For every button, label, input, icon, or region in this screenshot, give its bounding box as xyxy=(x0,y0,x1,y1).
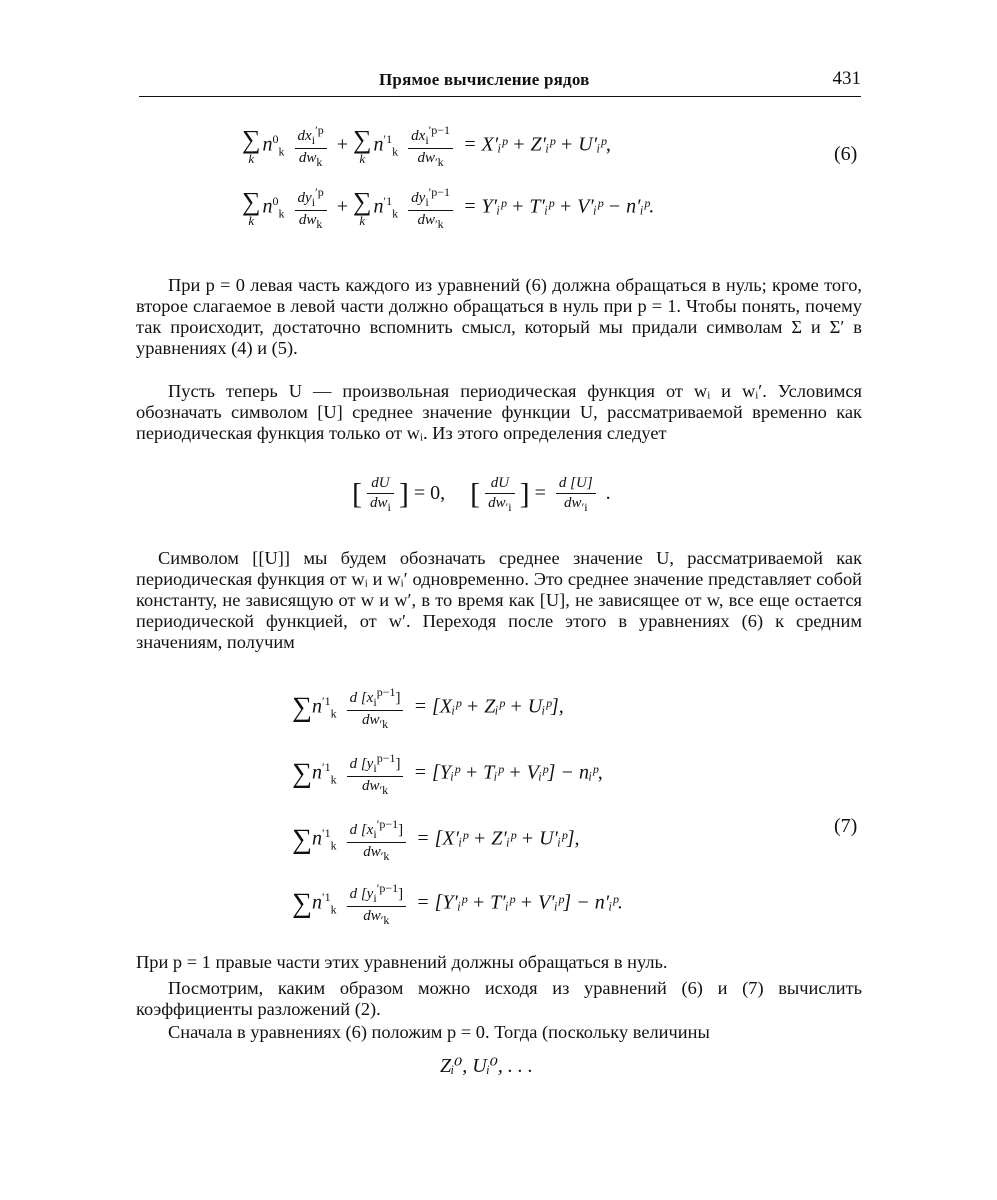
running-title: Прямое вычисление рядов xyxy=(379,70,590,89)
equation-rhs: = Y′ᵢᵖ + T′ᵢᵖ + V′ᵢᵖ − n′ᵢᵖ. xyxy=(463,195,655,218)
fraction: $\frac{d [x_i^{p-1}]}{dw_{'k}}$ xyxy=(347,686,404,730)
mean-definition-equation: [ $\frac{dU}{dw_i}$ ] = 0, [ $\frac{dU}{dw_{'i}}$ ] = $\frac{d [U]}{dw_{'i}}$ . xyxy=(352,475,611,514)
sum-symbol: ∑ k xyxy=(352,124,372,166)
running-header xyxy=(139,68,861,97)
paragraph-3: Символом [[U]] мы будем обозначать среднее значение U, рассматриваемой как периодическая функция от wᵢ и wᵢ′ одновременно. Это среднее значение представляет собой константу, не зависящую от w и w′, в то время как [U], не зависящее от w, все еще остается периодической функцией, от w′. Переходя после этого в уравнениях (6) к средним значениям, получим xyxy=(136,548,862,652)
equation-rhs: = X′ᵢᵖ + Z′ᵢᵖ + U′ᵢᵖ, xyxy=(463,133,611,156)
fraction: $\frac{d [x_i^{'p-1}]}{dw_{'k}}$ xyxy=(347,818,407,862)
fraction: $\frac{d [U]}{dw_{'i}}$ xyxy=(556,476,596,513)
equation-number-7: (7) xyxy=(834,815,858,837)
equation-rhs: = [Y′ᵢᵖ + T′ᵢᵖ + V′ᵢᵖ] − n′ᵢᵖ. xyxy=(416,891,623,914)
page-number: 431 xyxy=(832,68,861,89)
equation-rhs: = [X′ᵢᵖ + Z′ᵢᵖ + U′ᵢᵖ], xyxy=(416,827,580,850)
sum-symbol: ∑ k xyxy=(242,186,261,228)
equation-6-line-1: ∑ k $n^0_k$ $\frac{dx_i^{'p}}{dw_k}$ + ∑ k $n^{'1}_k$ $\frac{dx_i^{'p-1}}{dw_{'k}}$ = X′ᵢᵖ + Z′ᵢᵖ + U′ᵢᵖ, xyxy=(242,123,611,169)
equation-7-line-4: $\sum n^{'1}_k$ $\frac{d [y_i^{'p-1}]}{dw_{'k}}$ = [Y′ᵢᵖ + T′ᵢᵖ + V′ᵢᵖ] − n′ᵢᵖ. xyxy=(292,881,623,927)
sum-symbol: ∑ k xyxy=(352,186,372,228)
fraction: $\frac{d [y_i^{'p-1}]}{dw_{'k}}$ xyxy=(347,882,407,926)
equation-7-line-2: $\sum n^{'1}_k$ $\frac{d [y_i^{p-1}]}{dw_{'k}}$ = [Yᵢᵖ + Tᵢᵖ + Vᵢᵖ] − nᵢᵖ, xyxy=(292,751,603,797)
paragraph-2: Пусть теперь U — произвольная периодическая функция от wᵢ и wᵢ′. Условимся обозначать символом [U] среднее значение функции U, рассматриваемой временно как периодическая функция только от wᵢ. Из этого определения следует xyxy=(136,381,862,443)
fraction: $\frac{dU}{dw_{'i}}$ xyxy=(485,476,514,513)
fraction: $\frac{dy_i^{'p}}{dw_k}$ xyxy=(295,186,327,230)
fraction: $\frac{dx_i^{'p-1}}{dw_{'k}}$ xyxy=(408,124,453,168)
paragraph-1: При p = 0 левая часть каждого из уравнений (6) должна обращаться в нуль; кроме того, второе слагаемое в левой части должно обращаться в нуль при p = 1. Чтобы понять, почему так происходит, достаточно вспомнить смысл, который мы придали символам Σ и Σ′ в уравнениях (4) и (5). xyxy=(136,275,862,358)
sum-symbol: ∑ k xyxy=(242,124,261,166)
fraction: $\frac{d [y_i^{p-1}]}{dw_{'k}}$ xyxy=(347,752,404,796)
equation-number-6: (6) xyxy=(834,143,858,165)
final-expression: Zᵢ⁰, Uᵢ⁰, . . . xyxy=(440,1055,533,1077)
paragraph-4: При p = 1 правые части этих уравнений должны обращаться в нуль. xyxy=(136,952,668,972)
fraction: $\frac{dU}{dw_i}$ xyxy=(367,476,394,513)
equation-6-line-2: ∑ k $n^0_k$ $\frac{dy_i^{'p}}{dw_k}$ + ∑ k $n^{'1}_k$ $\frac{dy_i^{'p-1}}{dw_{'k}}$ = Y′ᵢᵖ + T′ᵢᵖ + V′ᵢᵖ − n′ᵢᵖ. xyxy=(242,185,655,231)
paragraph-5: Посмотрим, каким образом можно исходя из уравнений (6) и (7) вычислить коэффициенты разложений (2). xyxy=(136,978,862,1019)
paragraph-6: Сначала в уравнениях (6) положим p = 0. Тогда (поскольку величины xyxy=(168,1022,710,1042)
fraction: $\frac{dy_i^{'p-1}}{dw_{'k}}$ xyxy=(408,186,453,230)
equation-rhs: = [Yᵢᵖ + Tᵢᵖ + Vᵢᵖ] − nᵢᵖ, xyxy=(413,761,603,784)
fraction: $\frac{dx_i^{'p}}{dw_k}$ xyxy=(295,124,327,168)
equation-7-line-3: $\sum n^{'1}_k$ $\frac{d [x_i^{'p-1}]}{dw_{'k}}$ = [X′ᵢᵖ + Z′ᵢᵖ + U′ᵢᵖ], xyxy=(292,817,580,863)
equation-rhs: = [Xᵢᵖ + Zᵢᵖ + Uᵢᵖ], xyxy=(413,695,564,718)
equation-7-line-1: $\sum n^{'1}_k$ $\frac{d [x_i^{p-1}]}{dw_{'k}}$ = [Xᵢᵖ + Zᵢᵖ + Uᵢᵖ], xyxy=(292,685,564,731)
